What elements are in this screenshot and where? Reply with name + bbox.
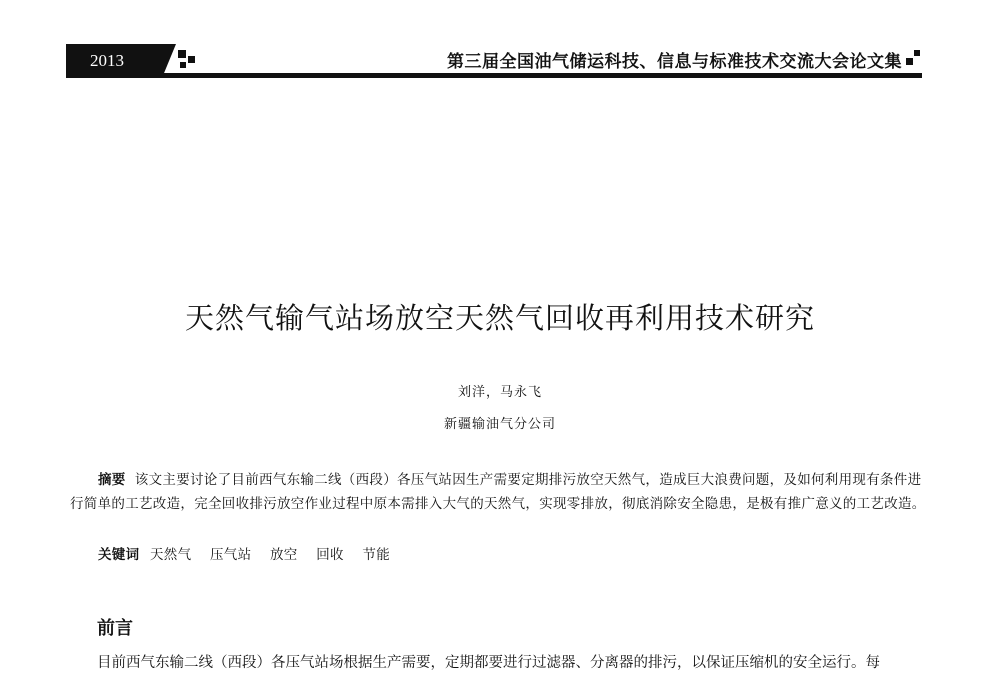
- abstract: [70, 468, 928, 516]
- keyword: 节能: [362, 547, 391, 563]
- keywords: [98, 543, 404, 563]
- abstract-label: 摘要: [98, 472, 126, 488]
- running-header: [66, 44, 922, 78]
- keyword: 回收: [316, 547, 344, 563]
- abstract-text: 该文主要讨论了目前西气东输二线（西段）各压气站因生产需要定期排污放空天然气，造成巨大浪费问题，及如何利用现有条件进行简单的工艺改造，完全回收排污放空作业过程中原本需排入大气的天然气，实现零排放，彻底消除安全隐患，是极有推广意义的工艺改造。: [70, 472, 926, 512]
- header-squares-icon: [178, 50, 198, 70]
- paper-affiliation: 新疆输油气分公司: [443, 417, 556, 432]
- header-year: 2013: [66, 44, 162, 78]
- keyword: 天然气: [150, 547, 192, 563]
- keywords-label: 关键词: [98, 547, 140, 563]
- header-end-squares-icon: [904, 48, 922, 68]
- section-heading: 前言: [97, 618, 133, 639]
- keyword: 放空: [270, 547, 298, 563]
- body-paragraph: 目前西气东输二线（西段）各压气站场根据生产需要，定期都要进行过滤器、分离器的排污，以保证压缩机的安全运行。每: [97, 655, 880, 671]
- paper-title: 天然气输气站场放空天然气回收再利用技术研究: [184, 301, 815, 335]
- paper-authors: 刘洋，马永飞: [457, 385, 542, 400]
- header-rule: [66, 73, 922, 78]
- proceedings-title: 第三届全国油气储运科技、信息与标准技术交流大会论文集: [447, 52, 902, 72]
- keyword: 压气站: [210, 547, 252, 563]
